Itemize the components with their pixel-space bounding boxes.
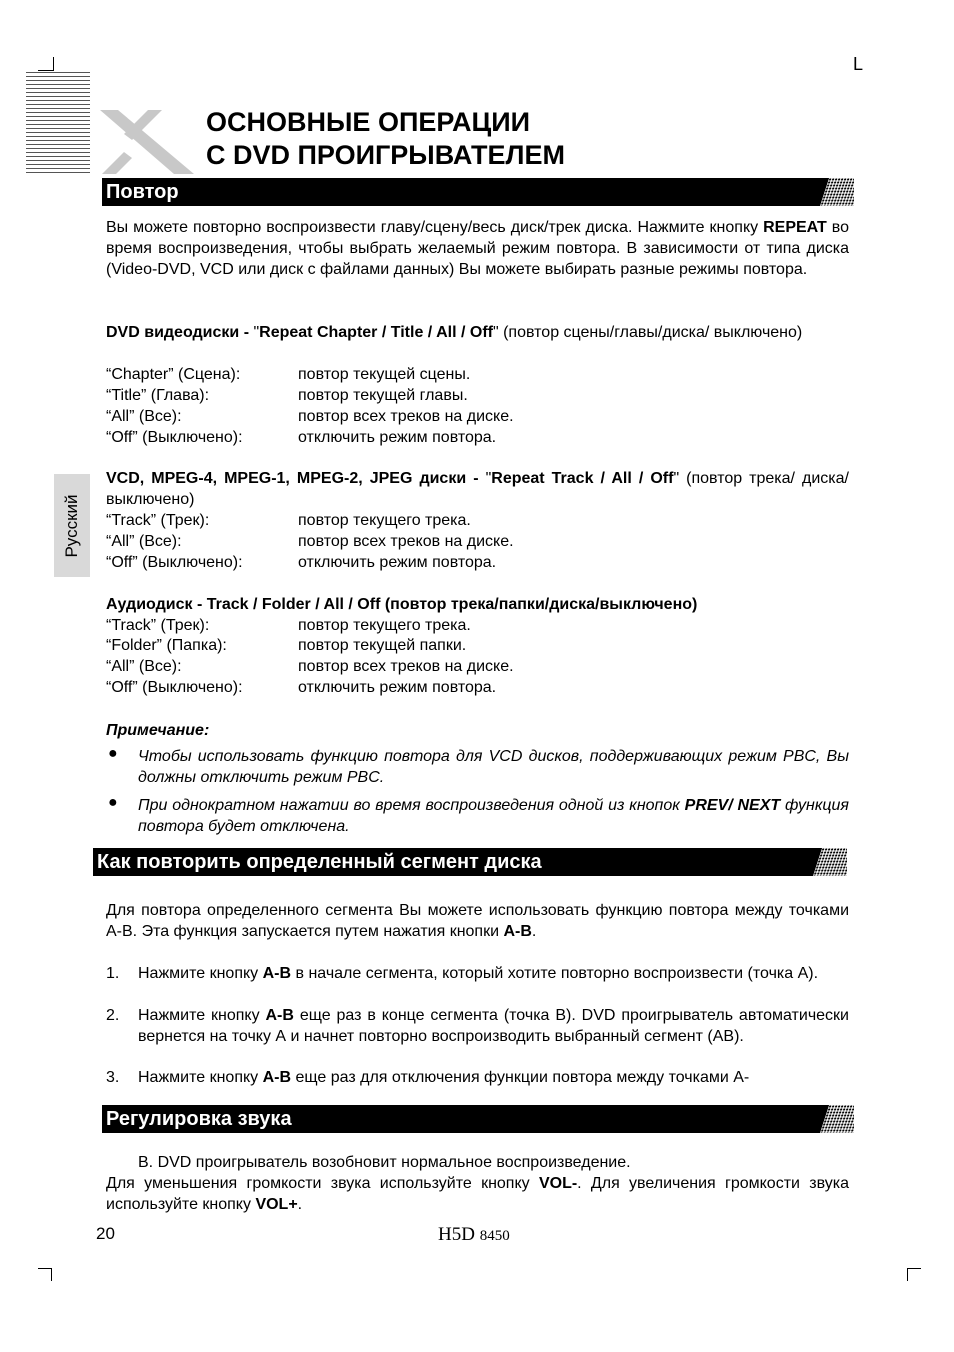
ab-intro-text2: . bbox=[531, 923, 537, 940]
crop-mark-top-left-v bbox=[53, 57, 54, 71]
vcd-heading-label: VCD, MPEG-4, MPEG-1, MPEG-2, JPEG диски - bbox=[106, 470, 486, 487]
ab-key-label: A-B bbox=[262, 1069, 292, 1086]
section-heading-repeat-text: Повтор bbox=[106, 181, 179, 203]
audio-row-key: “All” (Все): bbox=[106, 658, 182, 675]
vol-plus-key-label: VOL+ bbox=[255, 1196, 298, 1213]
dvd-row-key: “Off” (Выключено): bbox=[106, 429, 243, 446]
dvd-row-key: “All” (Все): bbox=[106, 408, 182, 425]
volume-text-part2: . Для увеличения громкости звука используйте кнопку bbox=[106, 1175, 849, 1213]
vcd-heading-quote-close: " bbox=[673, 470, 680, 487]
vcd-row bbox=[106, 531, 514, 552]
brand-logo bbox=[438, 1224, 510, 1246]
x-logo-icon bbox=[96, 106, 196, 176]
step-text bbox=[138, 1005, 849, 1047]
vcd-row bbox=[106, 552, 496, 573]
brand-name: H5D bbox=[438, 1224, 475, 1245]
page-number: 20 bbox=[96, 1224, 115, 1243]
vcd-row-value: повтор всех треков на диске. bbox=[298, 533, 514, 550]
heading-dots-pattern bbox=[820, 1105, 854, 1133]
step-number: 3. bbox=[106, 1069, 120, 1086]
repeat-key-label: REPEAT bbox=[763, 219, 827, 236]
dvd-heading-modes: Repeat Chapter / Title / All / Off bbox=[259, 324, 493, 341]
vcd-heading bbox=[106, 468, 849, 510]
dvd-row-key: “Title” (Глава): bbox=[106, 387, 210, 404]
repeat-intro bbox=[106, 217, 849, 280]
crop-mark-bottom-right bbox=[907, 1268, 921, 1269]
dvd-row-value: повтор текущей сцены. bbox=[298, 366, 471, 383]
audio-row-key: “Track” (Трек): bbox=[106, 617, 210, 634]
volume-text-part3: . bbox=[297, 1196, 303, 1213]
step-text-part2: еще раз в конце сегмента (точка В). DVD проигрыватель автоматически вернется на точку А и начнет повторно воспроизводить выбранный сегмент (АВ). bbox=[138, 1007, 849, 1045]
dvd-heading-desc: (повтор сцены/главы/диска/ выключено) bbox=[498, 324, 803, 341]
note-bullet-2 bbox=[138, 795, 849, 837]
section-heading-volume-text: Регулировка звука bbox=[106, 1108, 292, 1130]
section-heading-volume bbox=[102, 1105, 854, 1133]
step-3-continuation: В. DVD проигрыватель возобновит нормальное воспроизведение. bbox=[138, 1154, 631, 1171]
audio-heading: Аудиодиск - Track / Folder / All / Off (повтор трека/папки/диска/выключено) bbox=[106, 596, 698, 613]
audio-row-key: “Folder” (Папка): bbox=[106, 637, 227, 654]
dvd-heading-quote-open: " bbox=[253, 324, 260, 341]
crop-mark-bottom-left-v bbox=[51, 1268, 52, 1281]
volume-text bbox=[106, 1173, 849, 1215]
audio-row-value: повтор всех треков на диске. bbox=[298, 658, 514, 675]
section-heading-repeat bbox=[102, 178, 854, 206]
crop-mark-bottom-left bbox=[38, 1268, 52, 1269]
note-bullet-1: Чтобы использовать функцию повтора для VCD дисков, поддерживающих режим PBC, Вы должны отключить режим PBC. bbox=[138, 748, 849, 786]
note-bullet-2-text1: При однократном нажатии во время воспроизведения одной из кнопок bbox=[138, 797, 685, 814]
vcd-row-value: повтор текущего трека. bbox=[298, 512, 471, 529]
dvd-heading-label: DVD видеодиски - bbox=[106, 324, 254, 341]
audio-row-value: повтор текущего трека. bbox=[298, 617, 471, 634]
repeat-intro-text2: во время воспроизведения, чтобы выбрать желаемый режим повтора. В зависимости от типа диска (Video-DVD, VCD или диск с файлами данных) Вы можете выбирать разные режимы повтора. bbox=[106, 219, 849, 278]
dvd-row-value: отключить режим повтора. bbox=[298, 429, 497, 446]
dvd-row-key: “Chapter” (Сцена): bbox=[106, 366, 241, 383]
dvd-heading bbox=[106, 322, 849, 343]
page-title-line2: С DVD ПРОИГРЫВАТЕЛЕМ bbox=[206, 140, 565, 170]
prev-next-key-label: PREV/ NEXT bbox=[684, 797, 781, 814]
heading-dots-pattern bbox=[813, 848, 847, 876]
step-text-part1: Нажмите кнопку bbox=[138, 965, 263, 982]
vol-minus-key-label: VOL- bbox=[538, 1175, 578, 1192]
vcd-row-key: “Off” (Выключено): bbox=[106, 554, 243, 571]
step-text bbox=[138, 963, 849, 984]
vcd-heading-desc: (повтор трека/ диска/выключено) bbox=[106, 470, 849, 508]
audio-row-value: повтор текущей папки. bbox=[298, 637, 467, 654]
vcd-row-key: “All” (Все): bbox=[106, 533, 182, 550]
step-text-part2: еще раз для отключения функции повтора между точками А- bbox=[291, 1069, 750, 1086]
audio-row-value: отключить режим повтора. bbox=[298, 679, 497, 696]
dvd-row bbox=[106, 385, 468, 406]
bullet-icon: ● bbox=[108, 794, 118, 811]
language-tab-label: Русский bbox=[62, 493, 81, 558]
step-text-part1: Нажмите кнопку bbox=[138, 1069, 263, 1086]
audio-row bbox=[106, 635, 466, 656]
vcd-row bbox=[106, 510, 471, 531]
vcd-heading-modes: Repeat Track / All / Off bbox=[491, 470, 674, 487]
crop-mark-bottom-right-v bbox=[907, 1268, 908, 1281]
heading-dots-pattern bbox=[820, 178, 854, 206]
vcd-row-value: отключить режим повтора. bbox=[298, 554, 497, 571]
language-tab bbox=[54, 474, 90, 577]
corner-letter: L bbox=[853, 54, 864, 74]
step-text bbox=[138, 1067, 849, 1088]
section-heading-ab bbox=[93, 848, 847, 876]
step-number: 1. bbox=[106, 965, 120, 982]
step-number: 2. bbox=[106, 1007, 120, 1024]
dvd-row-value: повтор всех треков на диске. bbox=[298, 408, 514, 425]
section-heading-ab-text: Как повторить определенный сегмент диска bbox=[97, 851, 542, 873]
audio-row bbox=[106, 615, 471, 636]
header-stripes bbox=[26, 72, 90, 175]
dvd-row bbox=[106, 427, 496, 448]
page-title bbox=[206, 106, 565, 172]
volume-text-part1: Для уменьшения громкости звука используйте кнопку bbox=[106, 1175, 539, 1192]
audio-row bbox=[106, 656, 514, 677]
vcd-heading-quote-open: " bbox=[485, 470, 492, 487]
page-title-line1: ОСНОВНЫЕ ОПЕРАЦИИ bbox=[206, 107, 531, 137]
audio-row bbox=[106, 677, 496, 698]
note-bullet-2-text2: функция повтора будет отключена. bbox=[138, 797, 849, 835]
ab-key-label: A-B bbox=[503, 923, 532, 940]
dvd-row bbox=[106, 406, 514, 427]
bullet-icon: ● bbox=[108, 745, 118, 762]
dvd-heading-quote-close: " bbox=[492, 324, 499, 341]
vcd-row-key: “Track” (Трек): bbox=[106, 512, 210, 529]
step-text-part2: в начале сегмента, который хотите повторно воспроизвести (точка А). bbox=[291, 965, 819, 982]
repeat-intro-text1: Вы можете повторно воспроизвести главу/сцену/весь диск/трек диска. Нажмите кнопку bbox=[106, 219, 764, 236]
dvd-row-value: повтор текущей главы. bbox=[298, 387, 468, 404]
model-number: 8450 bbox=[479, 1228, 510, 1244]
step-text-part1: Нажмите кнопку bbox=[138, 1007, 266, 1024]
ab-intro-text1: Для повтора определенного сегмента Вы можете использовать функцию повтора между точками А-В. Эта функция запускается путем нажатия кнопки bbox=[106, 902, 849, 940]
audio-row-key: “Off” (Выключено): bbox=[106, 679, 243, 696]
ab-intro bbox=[106, 900, 849, 942]
ab-key-label: A-B bbox=[262, 965, 292, 982]
dvd-row bbox=[106, 364, 470, 385]
note-label: Примечание: bbox=[106, 722, 210, 739]
ab-key-label: A-B bbox=[265, 1007, 294, 1024]
crop-mark-top-left bbox=[38, 70, 54, 71]
